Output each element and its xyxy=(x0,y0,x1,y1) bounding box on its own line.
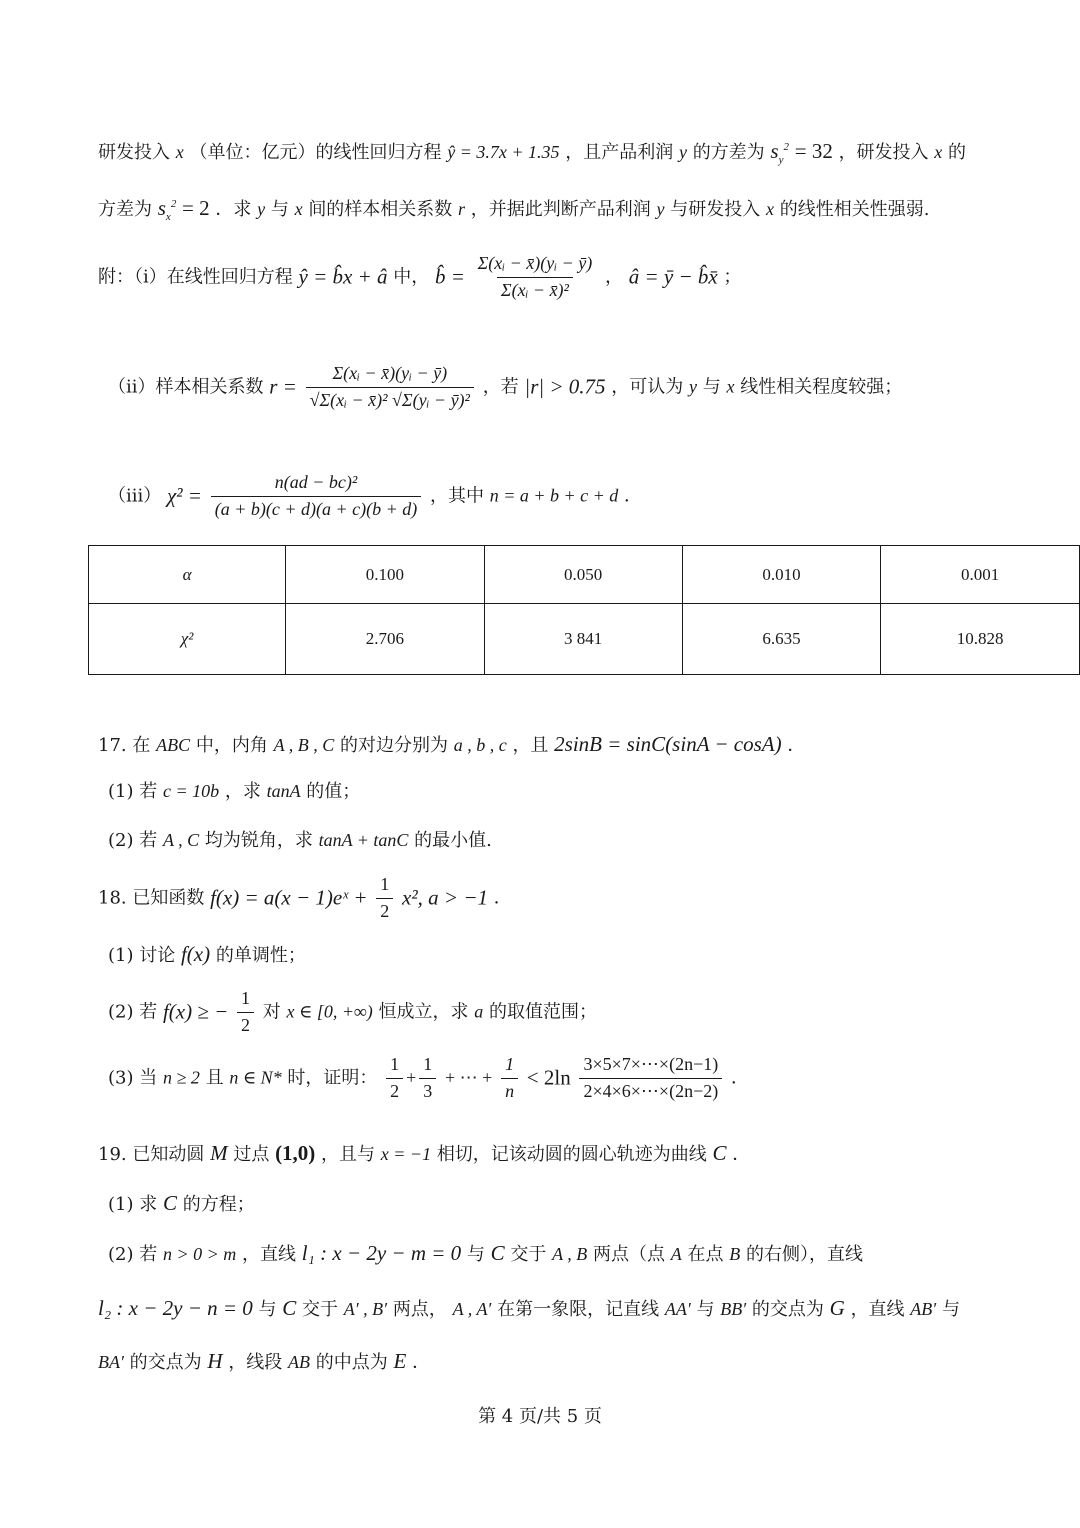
formula: b̂ = xyxy=(434,264,465,289)
text: 的交点为 xyxy=(129,1352,202,1373)
fraction xyxy=(501,1054,518,1102)
variance-y: = 32 xyxy=(794,139,833,163)
triangle: ABC xyxy=(156,735,191,755)
denominator: 2 xyxy=(237,1012,254,1037)
var-C: C xyxy=(490,1241,505,1265)
table-cell: 10.828 xyxy=(881,604,1080,675)
regression-equation: ŷ = 3.7x + 1.35 xyxy=(447,142,560,162)
formula: f(x) ≥ − xyxy=(162,999,229,1024)
text: 的值； xyxy=(306,781,361,802)
formula: l₁ : x − 2y − m = 0 xyxy=(301,1241,462,1265)
var-s: s xyxy=(770,139,779,163)
var-x: x xyxy=(766,199,774,219)
r-fraction xyxy=(306,363,474,411)
text: ，直线 xyxy=(850,1299,905,1320)
q17-stem xyxy=(98,732,805,757)
text: 的中点为 xyxy=(315,1352,388,1373)
table-cell: 0.001 xyxy=(881,546,1080,604)
var-A: A xyxy=(670,1244,682,1264)
formula: â = ȳ − b̂x̄ xyxy=(628,264,718,289)
text: ． xyxy=(730,1067,749,1089)
text: 的方差为 xyxy=(692,142,765,163)
formula: (1,0) xyxy=(275,1141,316,1165)
formula: ŷ = b̂x + â xyxy=(298,264,388,289)
text: 与 xyxy=(258,1299,277,1320)
formula: A′ , B′ xyxy=(343,1299,388,1319)
text: 的线性相关性强弱. xyxy=(779,199,930,220)
text: 与 xyxy=(702,376,721,398)
text: ，直线 xyxy=(241,1244,296,1265)
q19-stem xyxy=(98,1141,750,1166)
formula: f(x) = a(x − 1)eˣ + xyxy=(210,885,368,910)
critical-value-table xyxy=(88,545,1080,675)
text: (2) 若 xyxy=(108,1001,158,1023)
text: ，若 xyxy=(482,376,519,398)
var-y: y xyxy=(257,199,266,219)
text: 在第一象限，记直线 xyxy=(497,1299,660,1320)
text: 与 xyxy=(696,1299,715,1320)
text: ，可认为 xyxy=(611,376,684,398)
text: 的取值范围； xyxy=(489,1001,597,1023)
appendix-i xyxy=(98,253,741,301)
formula: tanA xyxy=(266,781,301,801)
text: 均为锐角，求 xyxy=(204,830,313,851)
formula: l₂ : x − 2y − n = 0 xyxy=(98,1296,253,1320)
q18-part2 xyxy=(108,988,597,1036)
table-cell: 0.100 xyxy=(286,546,484,604)
numerator: Σ(xᵢ − x̄)(yᵢ − ȳ) xyxy=(477,253,593,273)
numerator: 1 xyxy=(241,988,251,1008)
text: 的对边分别为 xyxy=(339,735,448,756)
text: 相切，记该动圆的圆心轨迹为曲线 xyxy=(436,1144,707,1165)
text: 与 xyxy=(270,199,289,220)
text: 交于 xyxy=(302,1299,339,1320)
var-r: r xyxy=(458,199,466,219)
fraction-half xyxy=(376,874,393,922)
formula: n = a + b + c + d xyxy=(489,485,619,506)
formula: x = −1 xyxy=(380,1144,432,1164)
var-C: C xyxy=(712,1141,727,1165)
var-H: H xyxy=(207,1349,223,1373)
table-header-chi: χ² xyxy=(89,604,286,675)
denominator: 3 xyxy=(419,1078,436,1103)
text: （ⅱ）样本相关系数 xyxy=(108,376,264,398)
denominator: 2 xyxy=(386,1078,403,1103)
formula: n ∈ N* xyxy=(229,1067,282,1088)
text: ； xyxy=(723,266,742,288)
formula: + ⋯ + xyxy=(445,1067,493,1088)
text: 对 xyxy=(262,1001,281,1023)
formula: BA′ xyxy=(98,1352,124,1372)
text: 中，内角 xyxy=(195,735,268,756)
text: (2) 若 xyxy=(108,830,158,851)
table-row xyxy=(89,546,1080,604)
text: 与研发投入 xyxy=(670,199,761,220)
text: 时，证明： xyxy=(287,1067,378,1089)
text: ． xyxy=(624,485,643,507)
text: 在点 xyxy=(687,1244,724,1265)
table-cell: 6.635 xyxy=(682,604,880,675)
var-G: G xyxy=(829,1296,845,1320)
appendix-ii xyxy=(108,363,902,411)
text: 附：（ⅰ）在线性回归方程 xyxy=(98,266,293,288)
text: ，且 xyxy=(512,735,549,756)
formula: AA′ xyxy=(664,1299,691,1319)
fraction xyxy=(419,1054,436,1102)
table-row xyxy=(89,604,1080,675)
q18-part1 xyxy=(108,942,306,967)
text: 恒成立，求 xyxy=(378,1001,469,1023)
text: 两点（点 xyxy=(593,1244,666,1265)
formula: A , A′ xyxy=(452,1299,492,1319)
text: （单位：亿元）的线性回归方程 xyxy=(189,142,442,163)
text: ，且与 xyxy=(321,1144,376,1165)
q19-part2-cont xyxy=(98,1296,960,1321)
var-M: M xyxy=(210,1141,228,1165)
var-B: B xyxy=(729,1244,741,1264)
text: （ⅲ） xyxy=(108,485,162,507)
text: 两点， xyxy=(392,1299,447,1320)
fraction-half xyxy=(237,988,254,1036)
question-number: 17. 在 xyxy=(98,735,151,756)
formula: r = xyxy=(269,374,297,399)
q19-part1 xyxy=(108,1191,255,1216)
table-header-alpha: α xyxy=(89,546,286,604)
variance-x: = 2 xyxy=(182,196,210,220)
formula: n > 0 > m xyxy=(162,1244,237,1264)
formula: χ² = xyxy=(167,483,202,508)
text: 与 xyxy=(466,1244,485,1265)
formula: f(x) xyxy=(180,942,211,966)
text: 的交点为 xyxy=(751,1299,824,1320)
angles: A , B , C xyxy=(273,735,335,755)
text: 的 xyxy=(948,142,967,163)
question-number: 18. 已知函数 xyxy=(98,887,205,909)
table-cell: 2.706 xyxy=(286,604,484,675)
page-footer: 第 4 页/共 5 页 xyxy=(478,1406,602,1427)
formula: tanA + tanC xyxy=(318,830,409,850)
formula: x², a > −1 xyxy=(402,885,488,910)
text: 方差为 xyxy=(98,199,152,220)
numerator: 1 xyxy=(505,1054,515,1074)
formula: AB′ xyxy=(910,1299,937,1319)
formula: |r| > 0.75 xyxy=(524,374,606,399)
text: (1) 求 xyxy=(108,1194,158,1215)
q18-part3: (3) 当 n ≥ 2 且 n ∈ N* 时，证明： $\frac{1}{2}$ + $\frac{1}{3}$ + ⋯ + $\frac{1}{n}$ < 2ln $\frac{3\times 5\times 7\times\cdots\times(2n-1)}{2\times 4\times 6\times\cdots\times(2n-2)}$ ． xyxy=(108,1054,749,1101)
denominator: n xyxy=(501,1078,518,1103)
numerator: n(ad − bc)² xyxy=(274,472,358,492)
intro-line-1: 研发投入 x （单位：亿元）的线性回归方程 ŷ = 3.7x + 1.35 ，且产品利润 y 的方差为 $s_y^2 = 32$ ，研发投入 x 的 xyxy=(98,139,967,167)
numerator: Σ(xᵢ − x̄)(yᵢ − ȳ) xyxy=(332,363,448,383)
var-y: y xyxy=(678,142,687,162)
text: ． xyxy=(493,887,512,909)
formula: < 2ln xyxy=(526,1065,571,1090)
text: 且 xyxy=(205,1067,224,1089)
numerator: 1 xyxy=(423,1054,433,1074)
text: ，线段 xyxy=(228,1352,283,1373)
numerator: 1 xyxy=(390,1054,400,1074)
formula: AB xyxy=(288,1352,311,1372)
formula: x ∈ [0, +∞) xyxy=(286,1001,373,1022)
appendix-iii xyxy=(108,472,642,520)
var-x: x xyxy=(175,142,184,162)
text: ，求 xyxy=(224,781,261,802)
text: (2) 若 xyxy=(108,1244,158,1265)
text: 的单调性； xyxy=(215,945,306,966)
formula: n ≥ 2 xyxy=(162,1067,200,1088)
text: (1) 讨论 xyxy=(108,945,176,966)
var-y: y xyxy=(656,199,665,219)
var-a: a xyxy=(474,1001,484,1022)
text: 过点 xyxy=(233,1144,270,1165)
text: ，研发投入 xyxy=(838,142,929,163)
text: 中， xyxy=(393,266,430,288)
text: 间的样本相关系数 xyxy=(308,199,453,220)
text: ，并据此判断产品利润 xyxy=(470,199,651,220)
formula: BB′ xyxy=(720,1299,747,1319)
numerator: 1 xyxy=(380,874,390,894)
q19-part2-cont2 xyxy=(98,1349,430,1374)
text: 与 xyxy=(941,1299,960,1320)
b-hat-fraction xyxy=(474,253,597,301)
formula: c = 10b xyxy=(162,781,220,801)
formula: 2sinB = sinC(sinA − cosA) xyxy=(554,732,782,756)
denominator: Σ(xᵢ − x̄)² xyxy=(497,277,573,302)
var-x: x xyxy=(934,142,943,162)
q18-stem xyxy=(98,874,512,922)
sides: a , b , c xyxy=(453,735,507,755)
text: ，其中 xyxy=(429,485,484,507)
text: 交于 xyxy=(510,1244,547,1265)
denominator: (a + b)(c + d)(a + c)(b + d) xyxy=(211,496,422,521)
text: ，且产品利润 xyxy=(565,142,674,163)
text: 研发投入 xyxy=(98,142,170,163)
text: (1) 若 xyxy=(108,781,158,802)
fraction xyxy=(579,1054,722,1102)
denominator: 2×4×6×⋯×(2n−2) xyxy=(579,1078,722,1103)
denominator: 2 xyxy=(376,898,393,923)
intro-line-2: 方差为 $s_x^2 = 2$ ．求 y 与 x 间的样本相关系数 r ，并据此判断产品利润 y 与研发投入 x 的线性相关性强弱. xyxy=(98,196,930,224)
var-x: x xyxy=(726,376,735,397)
q19-part2 xyxy=(108,1241,863,1266)
fraction xyxy=(386,1054,403,1102)
text: 的右侧），直线 xyxy=(745,1244,863,1265)
var-E: E xyxy=(393,1349,407,1373)
text: ． xyxy=(412,1352,431,1373)
var-C: C xyxy=(162,1191,177,1215)
text: 线性相关程度较强； xyxy=(740,376,903,398)
var-x: x xyxy=(294,199,303,219)
table-cell: 3 841 xyxy=(484,604,682,675)
var-C: C xyxy=(282,1296,297,1320)
text: ， xyxy=(604,266,623,288)
var-y: y xyxy=(689,376,698,397)
formula: A , C xyxy=(162,830,200,850)
q17-part1 xyxy=(108,781,360,803)
table-cell: 0.010 xyxy=(682,546,880,604)
q17-part2 xyxy=(108,830,492,852)
text: 的方程； xyxy=(182,1194,255,1215)
chi-square-fraction xyxy=(211,472,422,520)
text: 的最小值. xyxy=(414,830,492,851)
text: (3) 当 xyxy=(108,1067,158,1089)
question-number: 19. 已知动圆 xyxy=(98,1144,205,1165)
text: ． xyxy=(732,1144,751,1165)
numerator: 3×5×7×⋯×(2n−1) xyxy=(583,1054,719,1074)
table-cell: 0.050 xyxy=(484,546,682,604)
formula: A , B xyxy=(552,1244,588,1264)
text: ．求 xyxy=(215,199,252,220)
text: ． xyxy=(787,735,806,756)
denominator: √Σ(xᵢ − x̄)² √Σ(yᵢ − ȳ)² xyxy=(306,387,474,412)
